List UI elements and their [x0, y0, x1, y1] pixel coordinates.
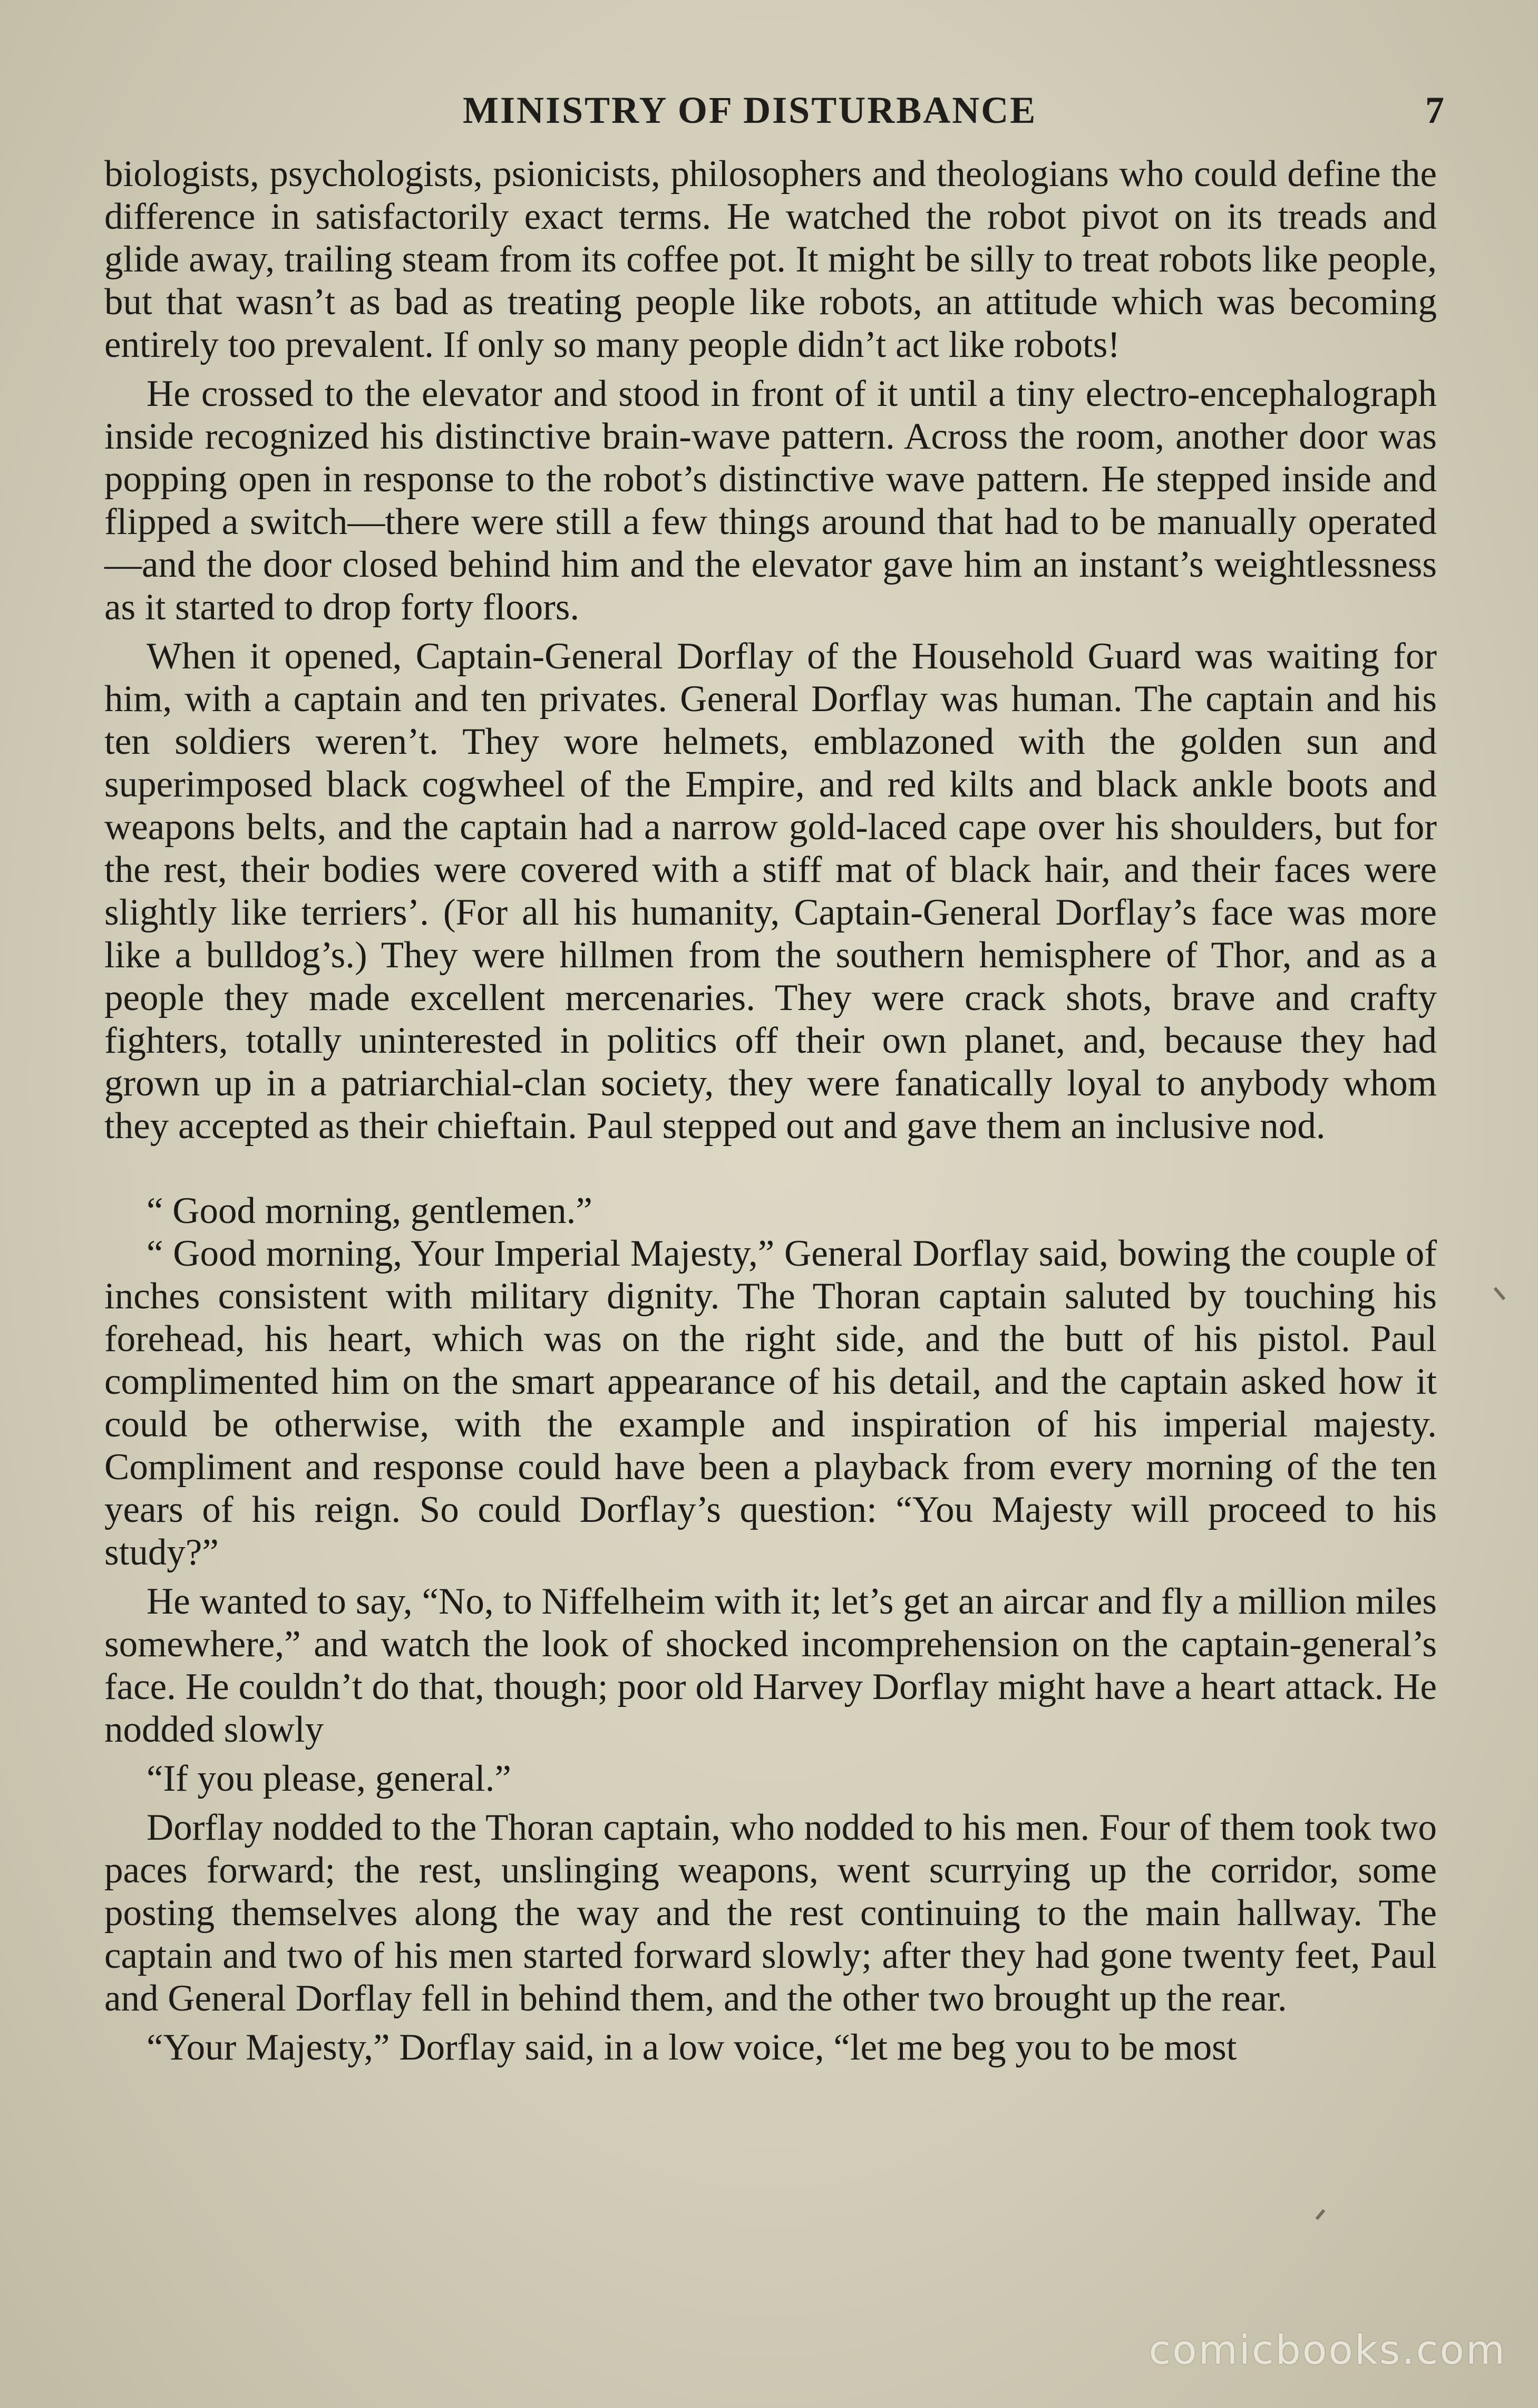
paragraph-5: “ Good morning, Your Imperial Majesty,” General Dorflay said, bowing the couple of inches consistent with military dignity. The Thoran captain saluted by touching his forehead, his heart, which was on the right side, and the butt of his pistol. Paul complimented him on the smart appearance of his detail, and the captain asked how it could be otherwise, with the example and inspiration of his imperial majesty. Compliment and response could have been a playback from every morning of the ten years of his reign. So could Dorflay’s question: “You Majesty will proceed to his study?”	[104, 1233, 1437, 1573]
paragraph-7: “If you please, general.”	[147, 1758, 511, 1799]
paragraph-4: “ Good morning, gentlemen.”	[147, 1190, 592, 1231]
paragraph-2: He crossed to the elevator and stood in front of it until a tiny electro-encephalograph inside recognized his distinctive brain-wave pattern. Across the room, another door was popping open in response to the robot’s distinctive wave pattern. He stepped inside and flipped a switch—there were still a few things around that had to be manually operated—and the door closed behind him and the elevator gave him an instant’s weightlessness as it started to drop forty floors.	[104, 373, 1437, 628]
margin-mark	[1494, 1287, 1506, 1300]
paragraph-6: He wanted to say, “No, to Niffelheim with it; let’s get an aircar and fly a million miles somewhere,” and watch the look of shocked incomprehension on the captain-general’s face. He couldn’t do that, though; poor old Harvey Dorflay might have a heart attack. He nodded slowly	[104, 1581, 1437, 1750]
paragraph-1: biologists, psychologists, psionicists, philosophers and theologians who could define the difference in satisfactorily exact terms. He watched the robot pivot on its treads and glide away, trailing steam from its coffee pot. It might be silly to treat robots like people, but that wasn’t as bad as treating people like robots, an attitude which was becoming entirely too prevalent. If only so many people didn’t act like robots!	[104, 153, 1437, 365]
watermark: comicbooks.com	[1148, 2326, 1506, 2373]
margin-mark-lower	[1316, 2209, 1326, 2220]
paragraph-9: “Your Majesty,” Dorflay said, in a low voice, “let me beg you to be most	[147, 2027, 1237, 2068]
paragraph-3: When it opened, Captain-General Dorflay of the Household Guard was waiting for him, with a captain and ten privates. General Dorflay was human. The captain and his ten soldiers weren’t. They wore helmets, emblazoned with the golden sun and superimposed black cogwheel of the Empire, and red kilts and black ankle boots and weapons belts, and the captain had a narrow gold-laced cape over his shoulders, but for the rest, their bodies were covered with a stiff mat of black hair, and their faces were slightly like terriers’. (For all his humanity, Captain-General Dorflay’s face was more like a bulldog’s.) They were hillmen from the southern hemisphere of Thor, and as a people they made excellent mercenaries. They were crack shots, brave and crafty fighters, totally uninterested in politics off their own planet, and, because they had grown up in a patriarchial-clan society, they were fanatically loyal to anybody whom they accepted as their chieftain. Paul stepped out and gave them an inclusive nod.	[104, 636, 1437, 1147]
running-title: MINISTRY OF DISTURBANCE	[463, 89, 1037, 131]
running-head	[100, 89, 1444, 136]
body-text	[104, 153, 1437, 2069]
paragraph-8: Dorflay nodded to the Thoran captain, who nodded to his men. Four of them took two paces forward; the rest, unslinging weapons, went scurrying up the corridor, some posting themselves along the way and the rest continuing to the main hallway. The captain and two of his men started forward slowly; after they had gone twenty feet, Paul and General Dorflay fell in behind them, and the other two brought up the rear.	[104, 1807, 1437, 2019]
page-number: 7	[1425, 89, 1444, 131]
